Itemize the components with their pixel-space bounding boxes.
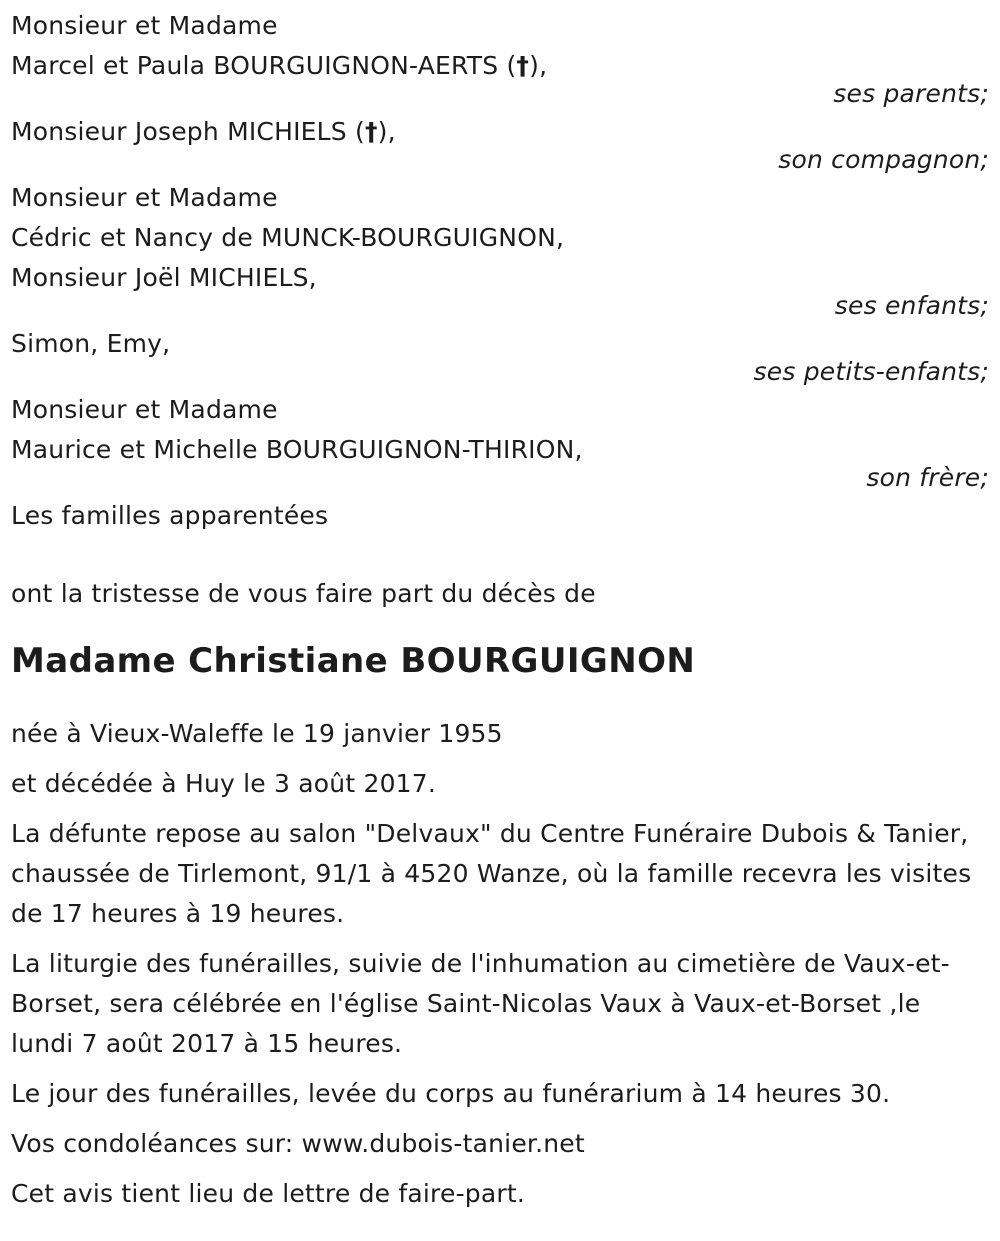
grandchildren-role: ses petits-enfants; (753, 357, 989, 386)
spacer (11, 536, 989, 574)
cross-icon: † (516, 51, 530, 80)
spacer (11, 686, 989, 714)
grandchildren-line: Simon, Emy, (11, 329, 171, 358)
parents-line-2-end: ), (529, 51, 548, 80)
partner-name: Monsieur Joseph MICHIELS ( (11, 117, 365, 146)
parents-line-1: Monsieur et Madame (11, 11, 278, 40)
spacer (11, 614, 989, 636)
cross-icon: † (364, 117, 378, 146)
death-details: et décédée à Huy le 3 août 2017. (11, 769, 437, 798)
brother-role: son frère; (866, 463, 989, 492)
parents-names: Marcel et Paula BOURGUIGNON-AERTS ( (11, 51, 517, 80)
partner-role: son compagnon; (778, 145, 989, 174)
repose-details: La défunte repose au salon "Delvaux" du Centre Funéraire Dubois & Tanier, chaussée de Tirlemont, 91/1 à 4520 Wanze, où la famille recevra les visites de 17 heures à 19 heures. (11, 819, 972, 928)
relatives-line: Les familles apparentées (11, 501, 329, 530)
children-line-2: Cédric et Nancy de MUNCK-BOURGUIGNON, (11, 223, 565, 252)
liturgy-details: La liturgie des funérailles, suivie de l'inhumation au cimetière de Vaux-et-Borset, sera célébrée en l'église Saint-Nicolas Vaux à Vaux-et-Borset ,le lundi 7 août 2017 à 15 heures. (11, 949, 950, 1058)
children-role: ses enfants; (834, 291, 989, 320)
deceased-name: Madame Christiane BOURGUIGNON (11, 641, 696, 681)
children-line-1: Monsieur et Madame (11, 183, 278, 212)
children-line-3: Monsieur Joël MICHIELS, (11, 263, 317, 292)
parents-role: ses parents; (833, 79, 989, 108)
brother-line-1: Monsieur et Madame (11, 395, 278, 424)
levee-details: Le jour des funérailles, levée du corps au funérarium à 14 heures 30. (11, 1079, 891, 1108)
condolences-line: Vos condoléances sur: www.dubois-tanier.net (11, 1129, 585, 1158)
announcement-text: ont la tristesse de vous faire part du décès de (11, 579, 596, 608)
notice-line: Cet avis tient lieu de lettre de faire-part. (11, 1179, 526, 1208)
brother-line-2: Maurice et Michelle BOURGUIGNON-THIRION, (11, 435, 583, 464)
partner-line-end: ), (377, 117, 396, 146)
birth-details: née à Vieux-Waleffe le 19 janvier 1955 (11, 719, 503, 748)
obituary-notice (11, 6, 989, 1224)
